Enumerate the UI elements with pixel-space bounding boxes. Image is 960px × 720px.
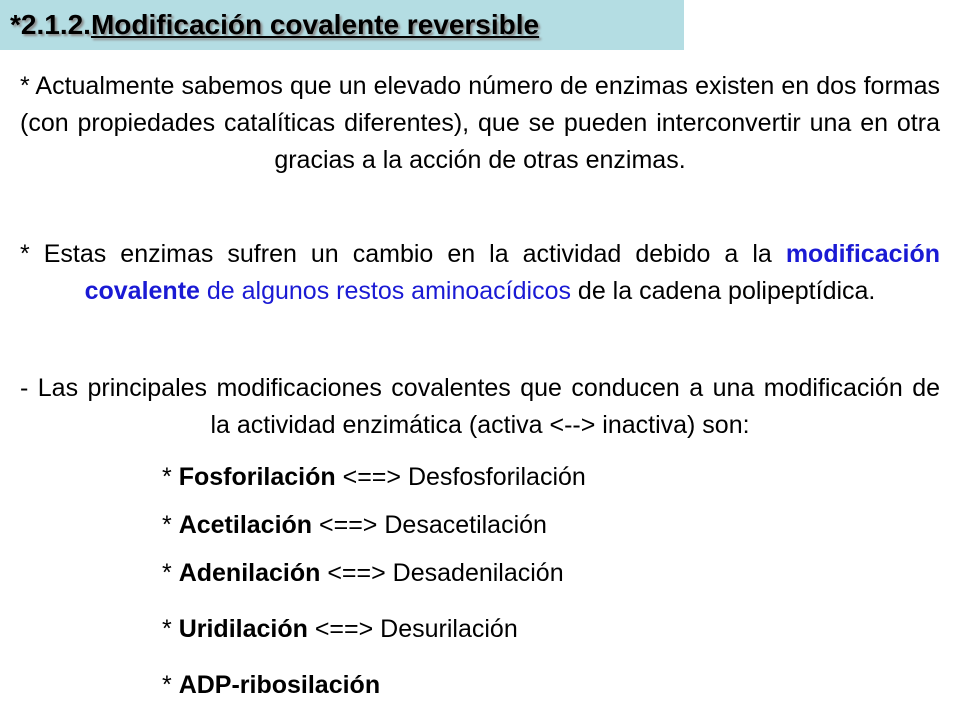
modification-item-fosforilacion: [162, 462, 586, 492]
slide-title: [10, 9, 539, 41]
modification-reverse: Desadenilación: [392, 559, 564, 587]
bullet: *: [162, 559, 179, 587]
modification-item-acetilacion: [162, 510, 547, 540]
modification-reverse: Desfosforilación: [407, 463, 586, 491]
modification-name: Uridilación: [178, 615, 308, 643]
modification-item-uridilacion: [162, 614, 518, 644]
paragraph-main-modifications: - Las principales modificaciones covalentes que conducen a una modificación de la actividad enzimática (activa <--> inactiva) son:: [20, 374, 940, 439]
paragraph2-intro: * Estas enzimas sufren un cambio en la actividad debido a la: [20, 240, 786, 268]
arrow: <==>: [335, 463, 408, 491]
modification-reverse: Desurilación: [380, 615, 518, 643]
modification-name: Fosforilación: [178, 463, 336, 491]
title-number: *2.1.2.: [10, 9, 91, 40]
arrow: <==>: [312, 511, 385, 539]
paragraph-covalent-modification: [20, 236, 940, 310]
title-bar: [0, 0, 684, 50]
paragraph2-ending: de la cadena polipeptídica.: [570, 277, 876, 305]
arrow: <==>: [307, 615, 381, 643]
bullet: *: [162, 511, 179, 539]
modification-item-adenilacion: [162, 558, 564, 588]
bullet: *: [162, 463, 179, 491]
modification-reverse: Desacetilación: [384, 511, 547, 539]
bullet: *: [162, 671, 179, 699]
title-text: Modificación covalente reversible: [90, 9, 540, 40]
highlight-modificacion-covalente: modificación covalente: [84, 240, 940, 305]
modification-item-adp-ribosilacion: [162, 670, 380, 700]
modification-name: Acetilación: [178, 511, 313, 539]
paragraph-enzyme-forms: * Actualmente sabemos que un elevado número de enzimas existen en dos formas (con propiedades catalíticas diferentes), que se pueden interconvertir una en otra gracias a la acción de otras enzimas.: [20, 72, 940, 174]
highlight-restos-aminoacidicos: de algunos restos aminoacídicos: [199, 277, 571, 305]
bullet: *: [162, 615, 179, 643]
modification-name: ADP-ribosilación: [178, 671, 381, 699]
arrow: <==>: [320, 559, 393, 587]
modification-name: Adenilación: [178, 559, 321, 587]
